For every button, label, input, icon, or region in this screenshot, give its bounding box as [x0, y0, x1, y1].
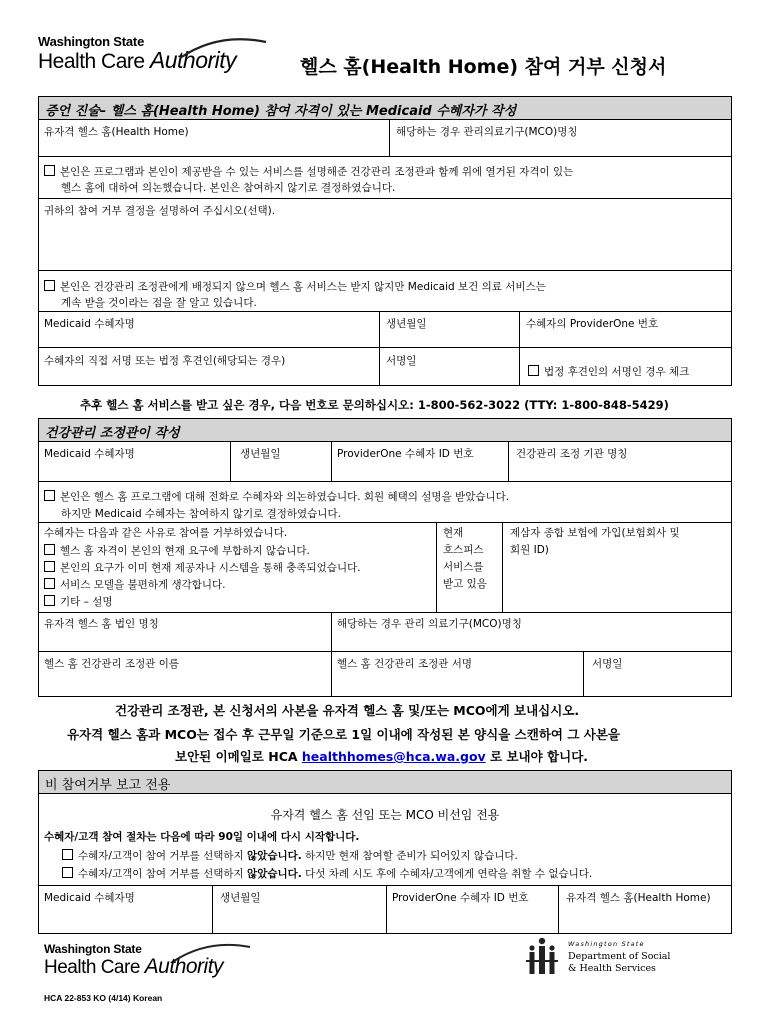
dshs-family-icon	[524, 936, 560, 976]
reason-3-checkbox[interactable]	[44, 578, 55, 589]
mco-name-label: 해당하는 경우 관리의료기구(MCO)명칭	[396, 126, 578, 138]
understand-statement-line2: 계속 받을 것이라는 점을 잘 알고 있습니다.	[61, 297, 257, 309]
reason-4[interactable]: 기타 – 설명	[44, 594, 113, 609]
email-link[interactable]: healthhomes@hca.wa.gov	[301, 749, 486, 764]
logo-agency-text: Health Care Authority	[38, 47, 237, 73]
eligible-hh-label: 유자격 헬스 홈(Health Home)	[44, 126, 189, 138]
form-number: HCA 22-853 KO (4/14) Korean	[44, 993, 163, 1003]
not-ready-checkbox[interactable]	[62, 849, 73, 860]
agency-label: 건강관리 조정 기관 명칭	[516, 448, 628, 460]
cc-name-label: 헬스 홈 건강관리 조정관 이름	[44, 658, 180, 670]
unreachable-checkbox[interactable]	[62, 867, 73, 878]
tpl-line1: 제삼자 종합 보험에 가입(보험회사 및	[510, 527, 680, 539]
guardian-checkbox[interactable]	[528, 365, 539, 376]
cc-statement-checkbox[interactable]	[44, 490, 55, 501]
hospice-line1: 현재	[443, 527, 464, 539]
understand-checkbox[interactable]	[44, 280, 55, 291]
not-ready-option[interactable]: 수혜자/고객이 참여 거부를 선택하지 않았습니다. 하지만 현재 참여할 준비가 되어있지 않습니다.	[62, 848, 518, 863]
scan-instruction-line2: 보안된 이메일로 HCA healthhomes@hca.wa.gov 로 보내야 합니다.	[175, 749, 589, 764]
unreachable-option[interactable]: 수혜자/고객이 참여 거부를 선택하지 않았습니다. 다섯 차례 시도 후에 수혜자/고객에게 연락을 취할 수 없습니다.	[62, 866, 592, 881]
nd-providerone-label: ProviderOne 수혜자 ID 번호	[392, 892, 529, 904]
understand-statement[interactable]: 본인은 건강관리 조정관에게 배정되지 않으며 헬스 홈 서비스는 받지 않지만 Medicaid 보건 의료 서비스는	[44, 279, 546, 294]
decline-checkbox[interactable]	[44, 165, 55, 176]
cc-sign-date-label: 서명일	[592, 658, 623, 670]
decline-statement-line2: 헬스 홈에 대하여 의논했습니다. 본인은 참여하지 않기로 결정하였습니다.	[61, 182, 396, 194]
client-name-label: Medicaid 수혜자명	[44, 318, 135, 330]
section3-intro: 수혜자/고객 참여 절차는 다음에 따라 90일 이내에 다시 시작합니다.	[44, 831, 360, 843]
dob-label: 생년월일	[386, 318, 427, 330]
tpl-line2: 회원 ID)	[510, 544, 549, 556]
reason-3[interactable]: 서비스 모델을 불편하게 생각합니다.	[44, 577, 226, 592]
section2-header: 건강관리 조정관이 작성	[39, 419, 731, 442]
reasons-title: 수혜자는 다음과 같은 사유로 참여를 거부하였습니다.	[44, 527, 288, 539]
cc-providerone-label: ProviderOne 수혜자 ID 번호	[337, 448, 474, 460]
nd-eligible-hh-label: 유자격 헬스 홈(Health Home)	[566, 892, 711, 904]
section3-subtitle: 유자격 헬스 홈 선임 또는 MCO 비선임 전용	[270, 808, 500, 822]
page-title: 헬스 홈(Health Home) 참여 거부 신청서	[300, 56, 667, 78]
reason-1[interactable]: 헬스 홈 자격이 본인의 현재 요구에 부합하지 않습니다.	[44, 543, 310, 558]
cc-mco-label: 해당하는 경우 관리 의료기구(MCO)명칭	[337, 618, 522, 630]
section1-header: 증언 진술– 헬스 홈(Health Home) 참여 자격이 있는 Medicaid 수혜자가 작성	[39, 97, 731, 120]
cc-statement[interactable]: 본인은 헬스 홈 프로그램에 대해 전화로 수혜자와 의논하였습니다. 회원 혜택의 설명을 받았습니다.	[44, 489, 509, 504]
section-client-statement	[38, 96, 732, 386]
hospice-line4: 받고 있음	[443, 578, 487, 590]
reason-2[interactable]: 본인의 요구가 이미 현재 제공자나 시스템을 통해 충족되었습니다.	[44, 560, 361, 575]
logo-state-text: Washington State	[38, 34, 145, 49]
guardian-check[interactable]: 법정 후견인의 서명인 경우 체크	[528, 364, 689, 379]
sign-date-label: 서명일	[386, 355, 417, 367]
cc-client-name-label: Medicaid 수혜자명	[44, 448, 135, 460]
logo-swoosh-icon	[172, 942, 252, 964]
cc-dob-label: 생년월일	[240, 448, 281, 460]
reason-1-checkbox[interactable]	[44, 544, 55, 555]
contact-line: 추후 헬스 홈 서비스를 받고 싶은 경우, 다음 번호로 문의하십시오: 1-800-562-3022 (TTY: 1-800-848-5429)	[80, 398, 669, 412]
reason-2-checkbox[interactable]	[44, 561, 55, 572]
decline-statement[interactable]: 본인은 프로그램과 본인이 제공받을 수 있는 서비스를 설명해준 건강관리 조정관과 함께 위에 열거된 자격이 있는	[44, 164, 573, 179]
hh-entity-label: 유자격 헬스 홈 법인 명칭	[44, 618, 159, 630]
explain-label: 귀하의 참여 거부 결정을 설명하여 주십시오(선택).	[44, 205, 276, 217]
hospice-line3: 서비스를	[443, 561, 484, 573]
logo-swoosh-icon	[178, 36, 268, 62]
scan-instruction: 유자격 헬스 홈과 MCO는 접수 후 근무일 기준으로 1일 이내에 작성된 본 양식을 스캔하여 그 사본을	[67, 727, 620, 742]
nd-client-name-label: Medicaid 수혜자명	[44, 892, 135, 904]
signature-label: 수혜자의 직접 서명 또는 법정 후견인(해당되는 경우)	[44, 355, 286, 367]
reason-4-checkbox[interactable]	[44, 595, 55, 606]
providerone-label: 수혜자의 ProviderOne 번호	[526, 318, 659, 330]
section3-header: 비 참여거부 보고 전용	[39, 771, 731, 794]
hca-logo	[38, 34, 248, 82]
hospice-line2: 호스피스	[443, 544, 484, 556]
cc-signature-label: 헬스 홈 건강관리 조정관 서명	[337, 658, 473, 670]
nd-dob-label: 생년월일	[220, 892, 261, 904]
dshs-logo: Washington State Department of Social & Health Services	[524, 936, 724, 980]
send-instruction: 건강관리 조정관, 본 신청서의 사본을 유자격 헬스 홈 및/또는 MCO에게 보내십시오.	[115, 703, 580, 718]
cc-statement-line2: 하지만 Medicaid 수혜자는 참여하지 않기로 결정하였습니다.	[61, 508, 341, 520]
hca-logo-bottom: Washington State Health Care Authority	[44, 942, 224, 979]
